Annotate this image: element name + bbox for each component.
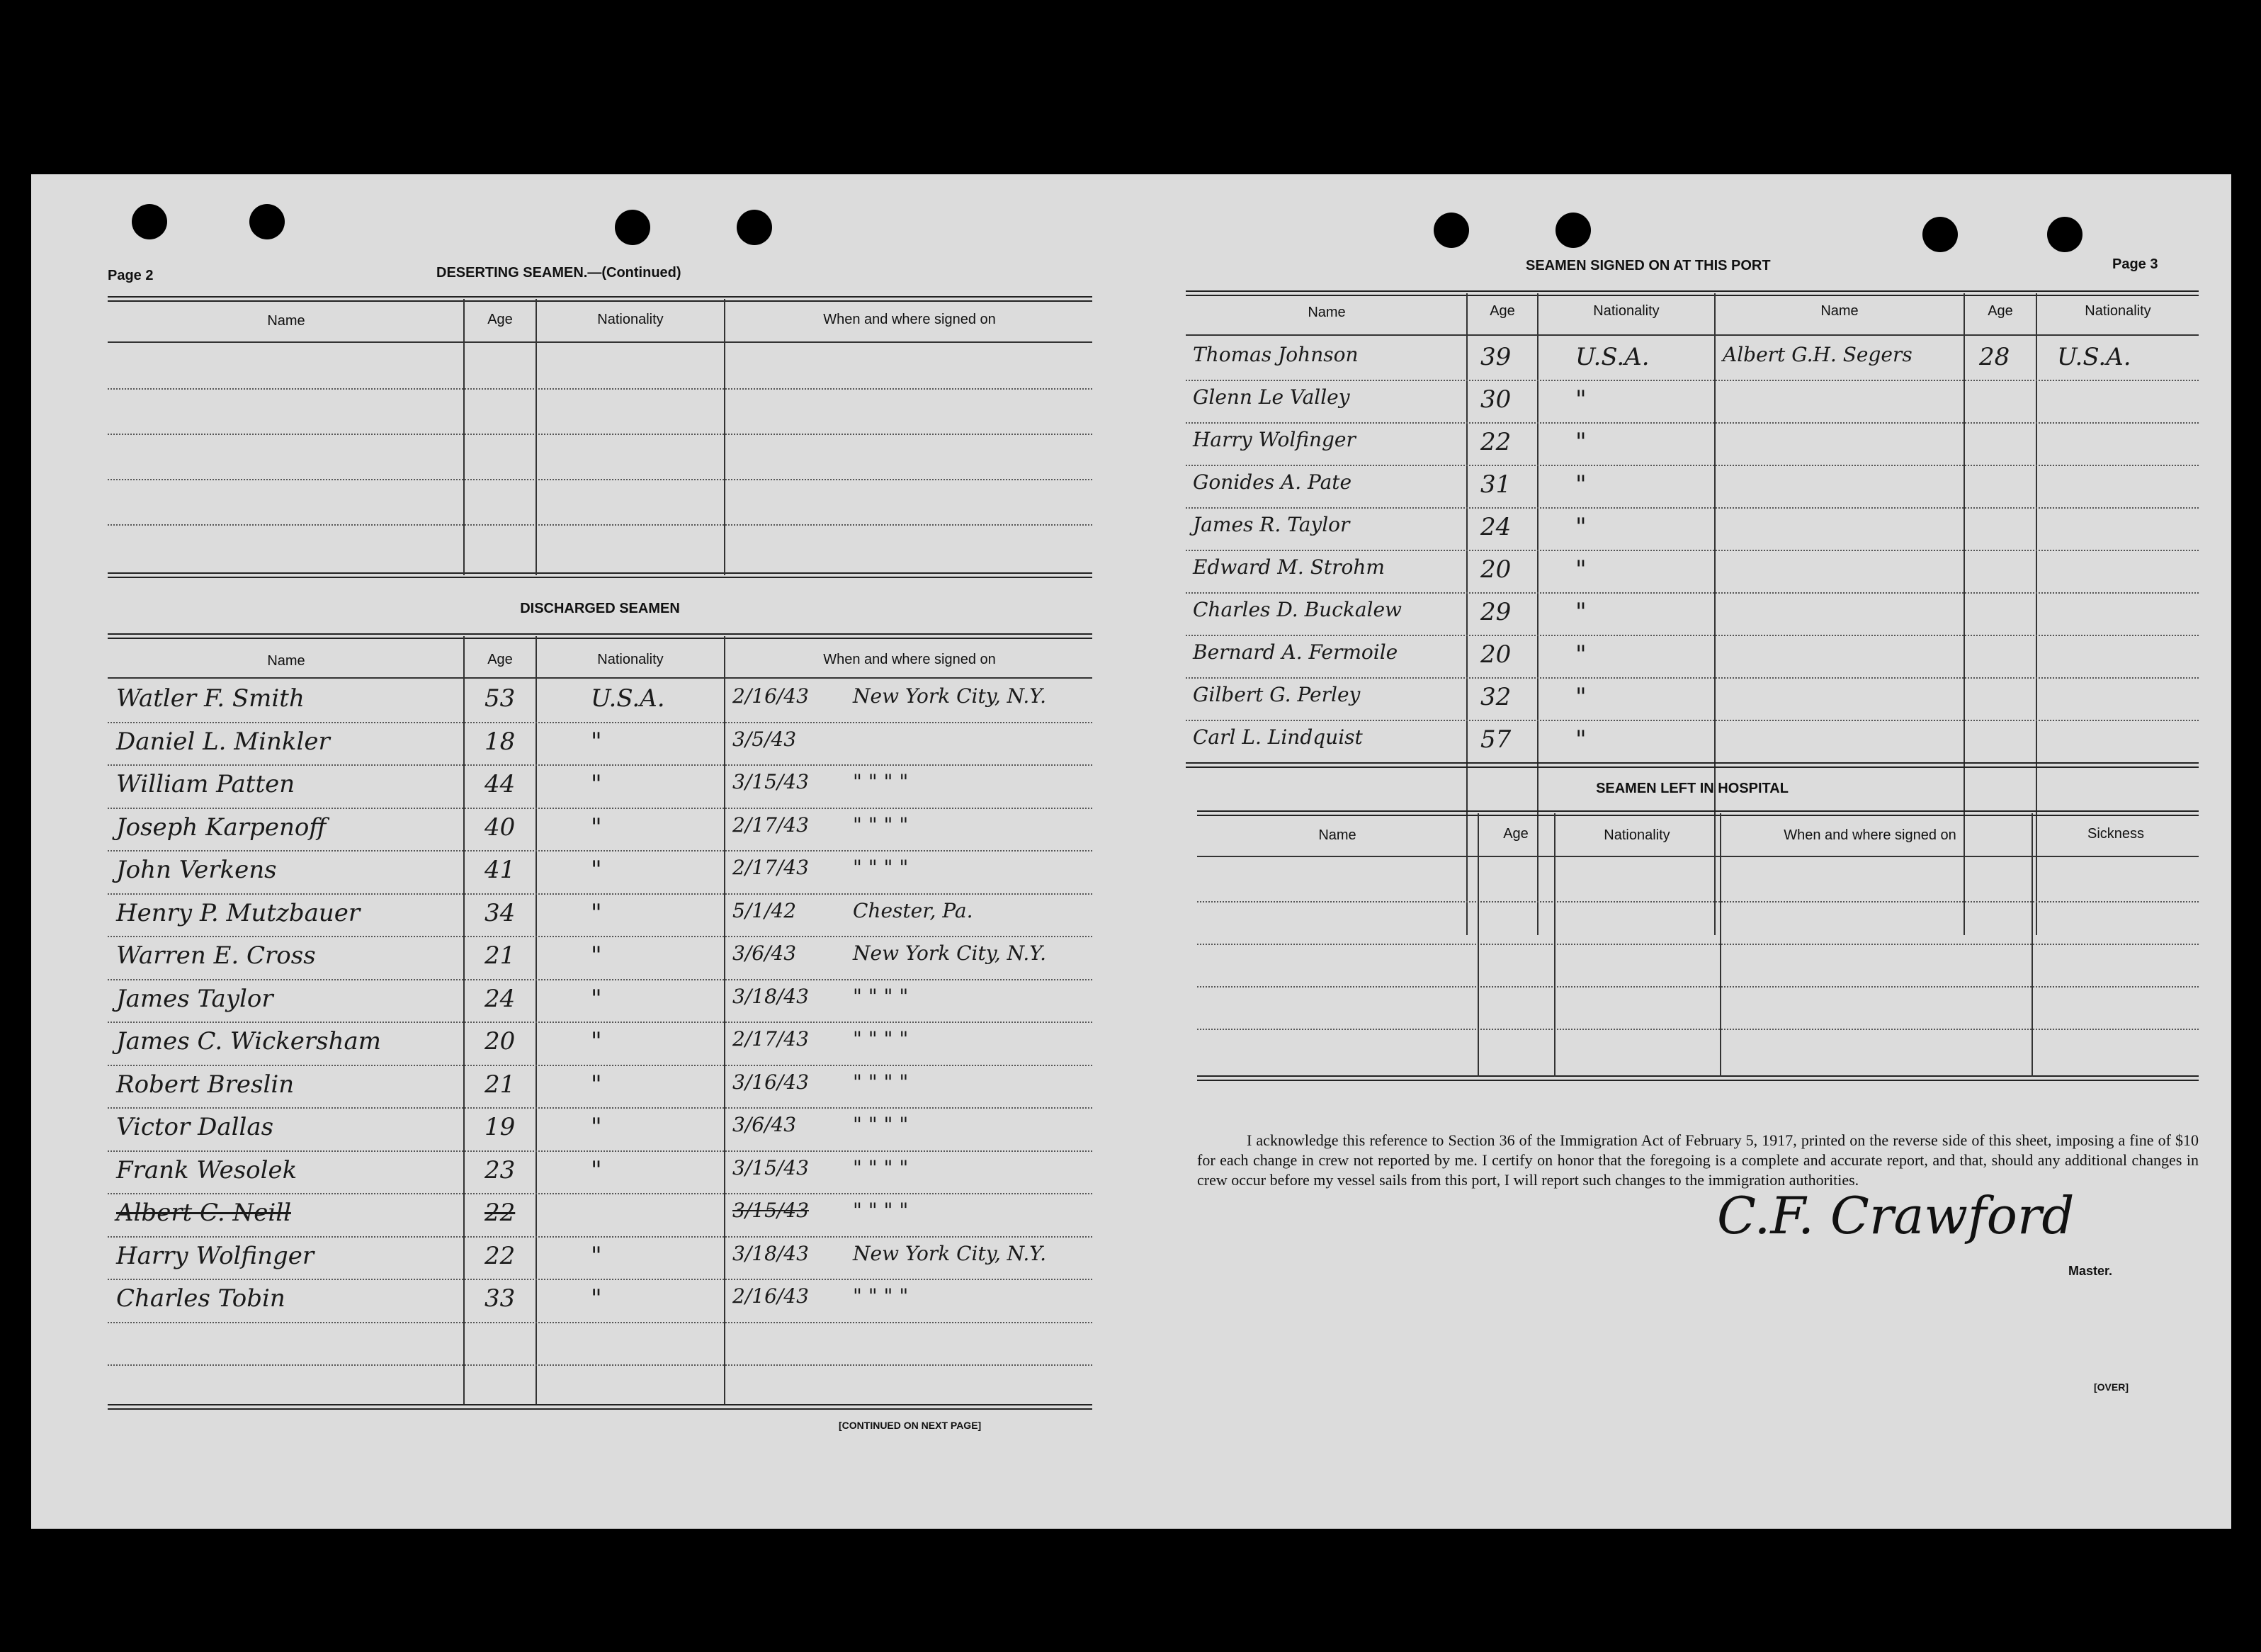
signed-header-name-2: Name (1820, 303, 1859, 319)
signed-header-age: Age (1490, 303, 1515, 319)
discharged-place: New York City, N.Y. (853, 1241, 1047, 1265)
deserting-top-rule (108, 296, 1092, 302)
discharged-nationality: U.S.A. (591, 684, 665, 713)
hospital-header-sickness: Sickness (2087, 826, 2145, 842)
discharged-row-line (108, 808, 1092, 809)
discharged-age: 19 (484, 1113, 516, 1141)
hospital-header-nationality: Nationality (1604, 827, 1670, 843)
signed-header-name: Name (1308, 305, 1346, 320)
discharged-header-rule (108, 677, 1092, 679)
discharged-row-line (108, 722, 1092, 723)
discharged-place: " " " " (853, 1070, 909, 1094)
discharged-age: 22 (484, 1241, 516, 1270)
hospital-col-divider (2032, 813, 2033, 1077)
discharged-row-line (108, 1236, 1092, 1238)
continued-label: [CONTINUED ON NEXT PAGE] (839, 1420, 982, 1431)
document-sheet (31, 174, 2231, 1529)
signed-age: 29 (1480, 598, 1512, 626)
discharged-header-signed-on: When and where signed on (823, 652, 996, 667)
discharged-top-rule (108, 633, 1092, 639)
signed-nationality: " (1575, 385, 1587, 414)
discharged-place: " " " " (853, 1113, 909, 1136)
discharged-age: 53 (484, 684, 516, 713)
punch-hole (737, 210, 772, 245)
signed-nationality: " (1575, 598, 1587, 626)
over-label: [OVER] (2094, 1381, 2129, 1393)
hospital-row-line (1197, 1029, 2199, 1030)
deserting-header-age: Age (487, 312, 513, 327)
discharged-date: 3/5/43 (732, 727, 797, 751)
hospital-top-rule (1197, 810, 2199, 816)
page-number-right: Page 3 (2112, 256, 2158, 272)
signed-row-line (1186, 507, 2199, 509)
discharged-col-divider (463, 636, 465, 1405)
hospital-row-line (1197, 944, 2199, 945)
deserting-row-line (108, 479, 1092, 480)
signed-name: Charles D. Buckalew (1193, 598, 1402, 621)
discharged-date: 5/1/42 (732, 898, 797, 922)
punch-hole (2047, 217, 2082, 252)
master-label: Master. (2068, 1264, 2113, 1278)
hospital-section-title: SEAMEN LEFT IN HOSPITAL (1596, 781, 1789, 796)
discharged-age: 22 (484, 1199, 516, 1227)
deserting-header-rule (108, 341, 1092, 343)
deserting-bottom-rule (108, 572, 1092, 578)
signed-age: 30 (1480, 385, 1512, 414)
hospital-row-line (1197, 986, 2199, 988)
signed-row-line (1186, 635, 2199, 636)
discharged-row-line (108, 764, 1092, 766)
hospital-col-divider (1478, 813, 1479, 1077)
punch-hole (132, 204, 167, 239)
deserting-header-nationality: Nationality (597, 312, 664, 327)
signed-age-2: 28 (1979, 343, 2010, 371)
discharged-row-line (108, 1364, 1092, 1366)
signed-row-line (1186, 720, 2199, 721)
signed-on-section-title: SEAMEN SIGNED ON AT THIS PORT (1526, 258, 1771, 273)
signed-nationality: " (1575, 428, 1587, 456)
discharged-place: " " " " (853, 1155, 909, 1179)
deserting-col-divider (724, 299, 725, 575)
signed-age: 20 (1480, 640, 1512, 669)
deserting-section-title: DESERTING SEAMEN.—(Continued) (436, 265, 681, 281)
discharged-date: 2/17/43 (732, 856, 809, 879)
discharged-row-line (108, 893, 1092, 895)
signed-name: Edward M. Strohm (1193, 555, 1385, 579)
discharged-name: James Taylor (116, 984, 273, 1013)
signed-nationality: U.S.A. (1575, 343, 1650, 371)
signed-top-rule (1186, 290, 2199, 296)
hospital-col-divider (1554, 813, 1556, 1077)
signed-age: 39 (1480, 343, 1512, 371)
signed-nationality-2: U.S.A. (2057, 343, 2131, 371)
discharged-place: " " " " (853, 856, 909, 879)
discharged-name: Robert Breslin (116, 1070, 295, 1099)
discharged-age: 41 (484, 856, 516, 884)
discharged-nationality: " (591, 1241, 602, 1270)
discharged-date: 3/16/43 (732, 1070, 809, 1094)
discharged-place: Chester, Pa. (853, 898, 973, 922)
signed-name: Gilbert G. Perley (1193, 683, 1361, 706)
discharged-name: Watler F. Smith (116, 684, 305, 713)
discharged-place: " " " " (853, 813, 909, 837)
discharged-date: 3/18/43 (732, 1241, 809, 1265)
signed-age: 57 (1480, 725, 1512, 754)
discharged-date: 3/6/43 (732, 941, 797, 965)
signed-nationality: " (1575, 513, 1587, 541)
discharged-place: " " " " (853, 1027, 909, 1051)
discharged-date: 2/16/43 (732, 1284, 809, 1308)
discharged-place: " " " " (853, 984, 909, 1008)
acknowledgement-text: I acknowledge this reference to Section 36 of the Immigration Act of February 5, 1917, printed on the reverse side of this sheet, imposing a fine of $10 for each change in crew not reported by me. I certify on honor that the foregoing is a complete and accurate report, and that, should any additional changes in crew occur before my vessel sails from this port, I will report such changes to the immigration authorities. (1197, 1131, 2199, 1189)
signed-header-rule (1186, 334, 2199, 336)
deserting-header-signed-on: When and where signed on (823, 312, 996, 327)
discharged-row-line (108, 936, 1092, 937)
signed-row-line (1186, 422, 2199, 424)
punch-hole (1922, 217, 1958, 252)
discharged-age: 23 (484, 1155, 516, 1184)
discharged-nationality: " (591, 984, 602, 1013)
signed-row-line (1186, 380, 2199, 381)
hospital-header-signed-on: When and where signed on (1784, 827, 1956, 843)
discharged-row-line (108, 1022, 1092, 1023)
signed-name: James R. Taylor (1193, 513, 1350, 536)
discharged-nationality: " (591, 770, 602, 798)
signed-name-2: Albert G.H. Segers (1723, 343, 1912, 366)
signed-nationality: " (1575, 555, 1587, 584)
punch-hole (615, 210, 650, 245)
discharged-place: " " " " (853, 770, 909, 793)
discharged-age: 21 (484, 941, 516, 970)
discharged-age: 18 (484, 727, 516, 756)
discharged-name: Harry Wolfinger (116, 1241, 314, 1270)
discharged-name: Warren E. Cross (116, 941, 316, 970)
discharged-date: 3/6/43 (732, 1113, 797, 1136)
discharged-place: " " " " (853, 1199, 909, 1222)
discharged-nationality: " (591, 813, 602, 842)
signed-header-age-2: Age (1988, 303, 2013, 319)
discharged-age: 44 (484, 770, 516, 798)
page-number-left: Page 2 (108, 268, 154, 283)
discharged-date: 3/15/43 (732, 1199, 809, 1222)
punch-hole (249, 204, 285, 239)
discharged-nationality: " (591, 1155, 602, 1184)
discharged-age: 34 (484, 898, 516, 927)
signed-name: Glenn Le Valley (1193, 385, 1350, 409)
discharged-nationality: " (591, 1113, 602, 1141)
signed-bottom-rule (1186, 762, 2199, 768)
discharged-nationality: " (591, 1027, 602, 1056)
discharged-header-nationality: Nationality (597, 652, 664, 667)
deserting-col-divider (536, 299, 537, 575)
signed-row-line (1186, 592, 2199, 594)
discharged-name: Albert C. Neill (116, 1199, 291, 1227)
signed-age: 24 (1480, 513, 1512, 541)
discharged-nationality: " (591, 856, 602, 884)
discharged-section-title: DISCHARGED SEAMEN (520, 601, 680, 616)
discharged-name: Henry P. Mutzbauer (116, 898, 361, 927)
discharged-place: " " " " (853, 1284, 909, 1308)
discharged-date: 2/17/43 (732, 813, 809, 837)
hospital-header-rule (1197, 856, 2199, 857)
discharged-age: 24 (484, 984, 516, 1013)
discharged-bottom-rule (108, 1404, 1092, 1410)
discharged-name: William Patten (116, 770, 295, 798)
hospital-header-name: Name (1318, 827, 1356, 843)
deserting-row-line (108, 434, 1092, 435)
discharged-age: 21 (484, 1070, 516, 1099)
discharged-age: 20 (484, 1027, 516, 1056)
discharged-place: New York City, N.Y. (853, 941, 1047, 965)
discharged-row-line (108, 1107, 1092, 1109)
master-signature: C.F. Crawford (1717, 1186, 2075, 1245)
discharged-name: Charles Tobin (116, 1284, 285, 1313)
signed-row-line (1186, 677, 2199, 679)
signed-row-line (1186, 465, 2199, 466)
discharged-name: John Verkens (116, 856, 277, 884)
hospital-bottom-rule (1197, 1075, 2199, 1081)
discharged-nationality: " (591, 898, 602, 927)
discharged-nationality: " (591, 1070, 602, 1099)
discharged-age: 33 (484, 1284, 516, 1313)
discharged-header-name: Name (267, 653, 305, 669)
signed-name: Carl L. Lindquist (1193, 725, 1363, 749)
discharged-age: 40 (484, 813, 516, 842)
signed-header-nationality: Nationality (1593, 303, 1660, 319)
signed-header-nationality-2: Nationality (2085, 303, 2151, 319)
signed-nationality: " (1575, 683, 1587, 711)
discharged-col-divider (536, 636, 537, 1405)
deserting-row-line (108, 388, 1092, 390)
signed-nationality: " (1575, 470, 1587, 499)
signed-name: Gonides A. Pate (1193, 470, 1352, 494)
deserting-col-divider (463, 299, 465, 575)
discharged-name: Frank Wesolek (116, 1155, 298, 1184)
deserting-header-name: Name (267, 313, 305, 329)
discharged-col-divider (724, 636, 725, 1405)
discharged-name: Joseph Karpenoff (116, 813, 327, 842)
discharged-place: New York City, N.Y. (853, 684, 1047, 708)
discharged-header-age: Age (487, 652, 513, 667)
signed-age: 32 (1480, 683, 1512, 711)
deserting-row-line (108, 524, 1092, 526)
discharged-date: 2/16/43 (732, 684, 809, 708)
signed-nationality: " (1575, 640, 1587, 669)
discharged-row-line (108, 1322, 1092, 1323)
signed-nationality: " (1575, 725, 1587, 754)
hospital-col-divider (1720, 813, 1721, 1077)
discharged-row-line (108, 1193, 1092, 1194)
signed-name: Harry Wolfinger (1193, 428, 1356, 451)
discharged-nationality: " (591, 941, 602, 970)
signed-age: 22 (1480, 428, 1512, 456)
signed-age: 20 (1480, 555, 1512, 584)
discharged-row-line (108, 1065, 1092, 1066)
discharged-nationality: " (591, 1284, 602, 1313)
discharged-name: Victor Dallas (116, 1113, 274, 1141)
discharged-nationality: " (591, 727, 602, 756)
signed-name: Thomas Johnson (1193, 343, 1359, 366)
hospital-row-line (1197, 901, 2199, 903)
signed-name: Bernard A. Fermoile (1193, 640, 1398, 664)
signed-row-line (1186, 550, 2199, 551)
signed-age: 31 (1480, 470, 1512, 499)
punch-hole (1556, 213, 1591, 248)
discharged-name: James C. Wickersham (116, 1027, 382, 1056)
hospital-header-age: Age (1503, 826, 1529, 842)
discharged-row-line (108, 850, 1092, 852)
discharged-date: 2/17/43 (732, 1027, 809, 1051)
discharged-row-line (108, 1279, 1092, 1280)
discharged-date: 3/15/43 (732, 770, 809, 793)
discharged-name: Daniel L. Minkler (116, 727, 330, 756)
punch-hole (1434, 213, 1469, 248)
discharged-date: 3/18/43 (732, 984, 809, 1008)
discharged-row-line (108, 1150, 1092, 1152)
discharged-row-line (108, 979, 1092, 980)
discharged-date: 3/15/43 (732, 1155, 809, 1179)
